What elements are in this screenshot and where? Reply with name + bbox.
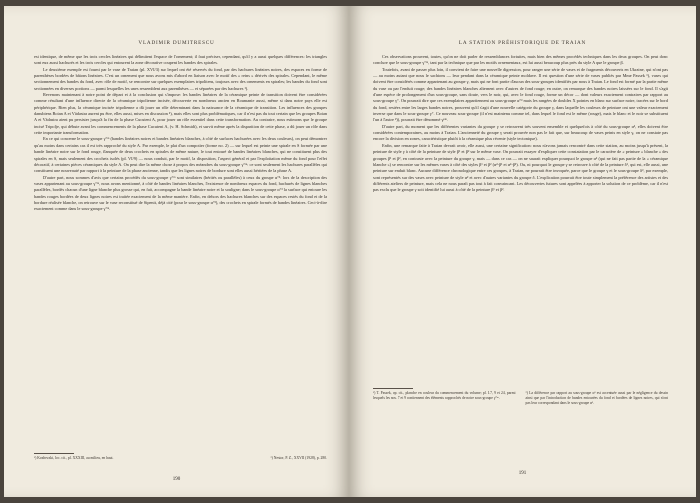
page-number: 190 xyxy=(172,477,181,482)
paragraph: D'autre part, nous sommes d'avis que certains procédés du sous-groupe γ°ᵐ sont similaires (hérités ou parallèles) à ceux du groupe α°³: lors de la description des vases appartenant au sous-groupe γ°ᵐ, nous avons mentionné, à côté de bandes linéaires blanches, l'existence de nombreux espaces du fond, hachurés de lignes blanches parallèles, bordés chacun d'une ligne blanche plus grosse qui, en fait, accompagne la bande linéaire noire et la souligne; dans le sous-groupe α°³ la surface qui entoure les bandes rouges bordées de deux lignes noires est traitée exactement de la même manière. Enfin, en dehors des hachures blanches sur des espaces restés du fond et de la bordure réalisée blanche, on retrouve sur le vase reconstitué de Sipenit, déjà cité (pour le sous-groupe α°³), des crochets en spirale formés de bandes linéaires. Ceci-à-dire exactement comme dans le sous-groupe γ°ᵐ. xyxy=(34,174,327,212)
footnotes xyxy=(373,391,668,407)
running-head: LA STATION PRÉHISTORIQUE DE TRAIAN xyxy=(458,40,587,46)
paragraph: D'autre part, du moment que les différentes variantes du groupe γ se retrouvent très souvent ensemble et quelquefois à côté du sous-groupe α³, elles doivent être considérées contemporaines, au moins à Traian. L'ancienneté du groupe γ serait prouvée non pas le fait que, sur beaucoup de vases peints en style γ, on ne constate pas encore la division en zones, caractéristique plutôt à la céramique plus récente (style tectonique). xyxy=(373,123,668,142)
footnote: ¹) T. Passek, op. cit., planche en couleur du commencement du volume; pl. I.7, 9 et 24, parmi lesquels les nos. 7 et 9 contiennent des éléments rapprochés de notre sous-groupe γ°ᵐ. xyxy=(373,391,516,401)
paragraph: Ces observations prouvent, toutes, qu'on ne doit parler de ressemblances fortuites, mais bien des mêmes procédés techniques dans les deux groupes. On peut donc conclure que le sous-groupe γ°ᵐ, tant par la technique que par les motifs ornementaux, est lui aussi beaucoup plus près du style A que le groupe β. xyxy=(373,54,668,66)
running-head: VLADIMIR DUMITRESCU xyxy=(138,40,215,46)
left-page xyxy=(4,6,349,497)
right-page xyxy=(349,6,696,497)
body-text xyxy=(373,54,668,194)
body-text xyxy=(34,54,327,213)
paragraph: Le deuxième exemple est fourni par le vase de Traian (pl. XVI/3) sur lequel ont été réservés du fond, par des hachures linéaires noires, des espaces en forme de parenthèses bordées de bâtons linéaires. C'est un ornement que nous avons mis d'abord en liaison avec le motif des « reins » dérivés des spirales. Cependant, le même sectionnement des bandes du fond, avec rôle de motif, se rencontre sur quelques exemplaires tripolitens, toujours avec des ornements en spirales; les bandes du fond sont sectionnées en diverses portions — parmi lesquelles les unes ressemblent aux parenthèses — et séparées par des hachures ¹). xyxy=(34,66,327,91)
footnotes xyxy=(34,456,327,461)
paragraph: Toutefois, avant de passer plus loin, il convient de faire une nouvelle digression, pour ranger une série de vases et de fragments découverts en Ukraine, qui n'ont pas — au moins autant que nous le sachions — leur pendant dans la céramique peinte moldave. Il est question d'une série de vases publiés par Mme Passek ¹), vases qui doivent être considérés comme appartenant au groupe γ, mais qui ne font partie d'aucun des sous-groupes identifiés par nous à Traian. Le fond est formé par la partie même du vase ou par l'enduit rouge; des bandes linéaires blanches alternent avec d'autres de fond rouge; en outre, on remarque des bandes noires laissées sur le fond. Il s'agit d'une espèce de prolongement d'un sous-groupe, sans doute, vers le noir, qui, avec le fond rouge, forme un décor — dont valeurs exactement contraires par rapport au sous-groupe γ°. On pourrait dire que ces exemplaires appartiennent au sous-groupe α°³ mais les rangées de doubles X pointes en blanc sur surface noire, tracées sur le bord du fond, restées entre les larges bandes noires, prouvent qu'il s'agit d'une nouvelle catégorie du groupe γ, dans laquelle les couleurs de peinture ont une valeur exactement inverse que dans le sous-groupe γ°. Ce nouveau sous-groupe (il n'est maintenu comme tel, dans lequel le fond est le même (rouge), mais le blanc et le noir se substituent l'un à l'autre ²)), pourrait être dénommé γᵖᵐ. xyxy=(373,66,669,123)
footnote: ²) Nestor, P. Z., XXVII (1928), p. 280. xyxy=(270,456,327,460)
footnote-rule xyxy=(34,453,74,454)
paragraph: En ce qui concerne le sous-groupe γ°ᵐ (bandes linéaires noires et bandes linéaires blanches, à côté de surfaces hachurées avec les deux couleurs), on peut démontrer qu'au moins dans certains cas il est très rapproché du style A. Par exemple, le plat d'un compotier (forme no. 2) — sur lequel est peinte une spirale en S formée par une bande linéaire noire sur le fond rouge, flanquée de deux crochets en spirales de même nature, le tout entouré de bandes linéaires blanches, qui ne constituent plus des spirales en S, mais seulement des crochets isolés (pl. VI/9) — nous conduit, par le motif, la disposition, l'aspect général et par l'exploitation même du fond pour l'effet décoratif, à certaines pièces céramiques du style A. On peut dire la même chose à propos des méandres du sous-groupe γ°ᵐ: ce sont seulement les hachures parallèles qui constituent une nouveauté par rapport à la peinture de la phase ancienne, tandis que les lignes noires de bordure sont elles aussi héritées de la phase A. xyxy=(34,136,327,174)
paragraph: est identique, de même que les trois cercles linéaires qui délimitent l'espace de l'ornement; il faut préciser, cependant, qu'il y a aussi quelques différences: les triangles sont eux aussi hachurés et les trois cercles qui entourent la zone décorative coupent les bandes des spirales. xyxy=(34,54,327,66)
footnote: ²) La différence par rapport au sous-groupe α³ est accentuée aussi par le négligence du dessin ainsi que par l'introduction de bandes entourées du fond et bordées de lignes noires, qui n'ont pas leur correspondant dans le sous-groupe α³. xyxy=(525,391,668,406)
paragraph: Revenons maintenant à notre point de départ et à la conclusion qui s'impose: les bandes linéaires de la céramique peinte de transition doivent être considérées comme résultant d'une influence directe de la céramique tripolienne incisée, découverte en nombreux ancien en Roumanie aussi, même si dans notre pays elle est périphérique. Bien plus, la céramique incisée tripolienne a dû jouer un rôle déterminant dans la naissance de la céramique de transition. Les influences des groupes danubiens Boian A et Vădastra aurent pu être, elles aussi, mises en discussion ²), mais elles sont plus problématiques, car il n'est pas du tout certain que les groupes Boian A et Vădastra aient pu persister jusqu'à la fin de la phase Cucuteni A, pour jouer un rôle essentiel dans cette transformation. Au contraire, nous estimons que le groupe incisé Tripolje, qui débute avant les commencements de la phase Cucuteni A, (v. H. Schmidt), et survit même après la disparition de cette phase, a dû jouer un rôle dans cette importante transformation. xyxy=(34,92,327,136)
page-number: 191 xyxy=(518,471,527,476)
paragraph: Enfin, une remarque faite à Traian devrait avoir, elle aussi, une certaine signification: nous n'avons jamais rencontré dans cette station, au moins jusqu'à présent, la peinture de style γ à côté de la peinture de style β¹ et β² sur le même vase. On pourrait essayer d'expliquer cette constatation par le caractère de « peinture » blanche » des groupes β¹ et β², en contraste avec la peinture du groupe γ, mais — dans ce cas — on ne saurait expliquer pourquoi le groupe α² (qui ne fait pas partie de la « céramique blanche ») se rencontre sur les mêmes vases à côté des styles β¹ et β² (α²-β¹ et α²-β²). Ou, ni pourquoi le groupe γ se retrouve à côté de la peinture δ¹, qui est, elle aussi, une peinture sur enduit blanc. Aucune différence chronologique entre ces groupes, à Traian, ne pourrait être invoquée, parce que le groupe γ et le sous-groupe δ³, par exemple, sont représentés sur des vases avec peinture de style α² et avec d'autres variantes du groupe δ. L'explication pourrait être toute simplement la préférence des artistes et des différents ateliers de peinture, mais cela ne nous paraît pas tout à fait convaincant. Les découvertes futures sont appelées à apporter la solution de ce problème, car il n'est pas exclu que le groupe γ soit identifié lui aussi à côté de la peinture β¹ et β². xyxy=(373,142,668,193)
footnote-rule xyxy=(373,388,413,389)
footnote: ¹) Kozłowski, loc. cit., pl. XXXIII, au milieu, en haut. xyxy=(34,456,114,460)
